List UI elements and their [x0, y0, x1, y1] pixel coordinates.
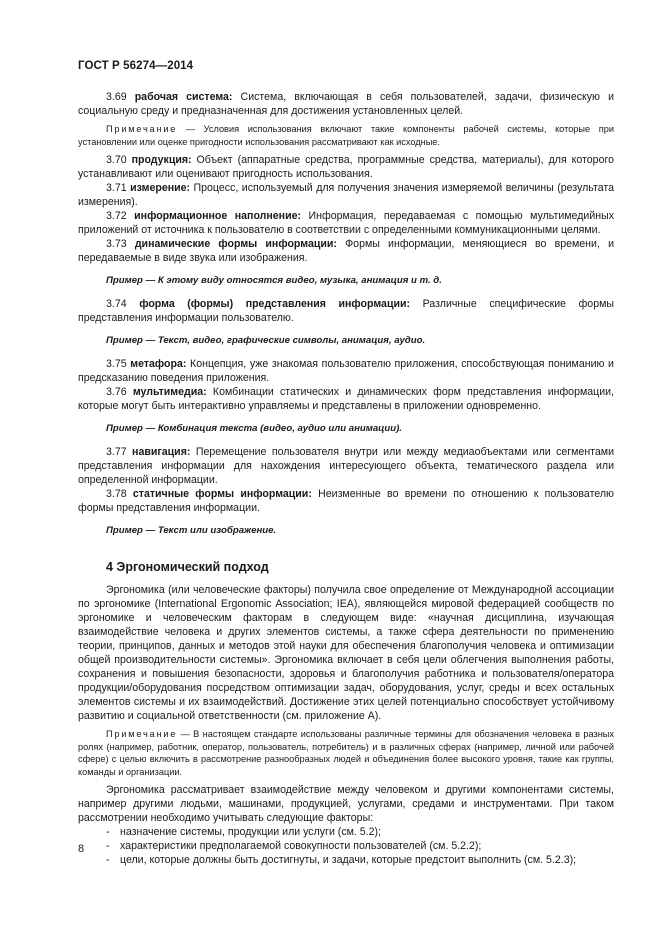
- term-name: навигация:: [132, 446, 191, 458]
- page-number: 8: [78, 843, 85, 855]
- term-name: динамические формы информации:: [134, 238, 337, 250]
- note-label: Примечание: [106, 124, 178, 134]
- term-3-71: [78, 181, 614, 209]
- list-dash: -: [106, 854, 110, 866]
- term-number: 3.77: [106, 446, 127, 458]
- note-2: Примечание — В настоящем стандарте использованы различные термины для обозначения человека в разных ролях (например, работник, оператор, пользователь, потребитель) и в различных сферах (например, личной или рабочей сфере) с целью включить в рассмотрение разнообразных людей и объединения более высокого уровня, такие как группы, команды и организации.: [78, 729, 614, 777]
- term-3-72: [78, 209, 614, 237]
- list-item: [78, 839, 614, 853]
- term-definition: Процесс, используемый для получения значения измеряемой величины (результата измерения).: [78, 182, 614, 208]
- term-definition: Неизменные во времени по отношению к пользователю формы представления информации.: [78, 488, 614, 514]
- term-3-76: [78, 385, 614, 413]
- example-4: Пример — Текст или изображение.: [106, 525, 277, 536]
- term-number: 3.73: [106, 238, 127, 250]
- term-name: мультимедиа:: [132, 386, 207, 398]
- term-3-73: [78, 237, 614, 265]
- term-3-74: [78, 297, 614, 325]
- term-definition: Различные специфические формы представления информации пользователю.: [78, 298, 614, 324]
- section-heading: 4 Эргономический подход: [106, 560, 269, 574]
- standard-header: ГОСТ Р 56274—2014: [78, 60, 194, 72]
- term-definition: Объект (аппаратные средства, программные средства, материалы), для которого устанавливают или оценивают пригодность использования.: [78, 154, 614, 180]
- note-1: Примечание — Условия использования включают такие компоненты рабочей системы, которые при установлении или оценке пригодности использования рассматривают как исходные.: [78, 124, 614, 147]
- list-item-text: характеристики предполагаемой совокупности пользователей (см. 5.2.2);: [120, 840, 482, 852]
- example-3: Пример — Комбинация текста (видео, аудио или анимации).: [106, 423, 402, 434]
- note-text: Условия использования включают такие компоненты рабочей системы, которые при установлении или оценке пригодности использования рассматривают как исходные.: [78, 124, 614, 147]
- example-1: Пример — К этому виду относятся видео, музыка, анимация и т. д.: [106, 275, 442, 286]
- term-name: метафора:: [130, 358, 187, 370]
- term-definition: Информация, передаваемая с помощью мультимедийных приложений от источника к пользователю в соответствии с определенными коммуникационными целями.: [78, 210, 614, 236]
- term-definition: Перемещение пользователя внутри или между медиаобъектами или сегментами представления информации для нахождения интересующего объекта, тематического раздела или определенной информации.: [78, 446, 614, 486]
- list-dash: -: [106, 840, 110, 852]
- term-name: форма (формы) представления информации:: [139, 298, 411, 310]
- term-number: 3.71: [106, 182, 127, 194]
- page-content: [78, 90, 614, 867]
- list-dash: -: [106, 826, 110, 838]
- term-3-69: [78, 90, 614, 118]
- term-definition: Система, включающая в себя пользователей, задачи, физическую и социальную среду и предназначенная для достижения установленных целей.: [78, 91, 614, 117]
- term-number: 3.76: [106, 386, 127, 398]
- term-number: 3.78: [106, 488, 127, 500]
- term-number: 3.69: [106, 91, 127, 103]
- note-label: Примечание: [106, 729, 178, 739]
- term-3-70: [78, 153, 614, 181]
- section-paragraph-1: Эргономика (или человеческие факторы) получила свое определение от Международной ассоциации по эргономике (International Ergonomic Association; IEA), являющейся мировой федерацией сообществ по эргономике и человеческим факторам в следующем виде: «научная дисциплина, изучающая взаимодействие человека и других элементов системы, а также сфера деятельности по применению теории, принципов, данных и методов этой науки для обеспечения благополучия человека и оптимизации общей производительности системы». Эргономика включает в себя цели облегчения выполнения работы, сохранения и повышения безопасности, здоровья и благополучия работника и пользователя/оператора продукции/оборудования посредством оптимизации задач, оборудования, услуг, среды и всех остальных элементов системы и их взаимодействий. Достижение этих целей потенциально способствует устойчивому развитию и социальной ответственности (см. приложение А).: [78, 584, 614, 722]
- term-definition: Концепция, уже знакомая пользователю приложения, способствующая пониманию и предсказанию поведения приложения.: [78, 358, 614, 384]
- term-name: измерение:: [130, 182, 191, 194]
- list-item: [78, 825, 614, 839]
- list-item-text: цели, которые должны быть достигнуты, и задачи, которые предстоит выполнить (см. 5.2.3);: [120, 854, 577, 866]
- term-name: статичные формы информации:: [132, 488, 312, 500]
- term-number: 3.74: [106, 298, 127, 310]
- term-number: 3.72: [106, 210, 127, 222]
- term-3-78: [78, 487, 614, 515]
- section-paragraph-2: Эргономика рассматривает взаимодействие между человеком и другими компонентами системы, например другими людьми, машинами, продукцией, услугами, средами и инструментами. При таком рассмотрении необходимо учитывать следующие факторы:: [78, 784, 614, 824]
- term-3-77: [78, 445, 614, 487]
- term-3-75: [78, 357, 614, 385]
- term-definition: Формы информации, меняющиеся во времени, и передаваемые в виде звука или изображения.: [78, 238, 615, 264]
- list-item-text: назначение системы, продукции или услуги (см. 5.2);: [120, 826, 381, 838]
- list-item: [78, 853, 614, 867]
- term-name: рабочая система:: [134, 91, 233, 103]
- example-2: Пример — Текст, видео, графические символы, анимация, аудио.: [106, 335, 426, 346]
- term-number: 3.70: [106, 154, 127, 166]
- term-name: продукция:: [131, 154, 192, 166]
- term-definition: Комбинации статических и динамических форм представления информации, которые могут быть интерактивно управляемы и представлены в приложении одновременно.: [78, 386, 614, 412]
- note-text: В настоящем стандарте использованы различные термины для обозначения человека в разных ролях (например, работник, оператор, пользователь, потребитель) и в различных сферах (например, личной или рабочей сфере) с целью включить в рассмотрение разнообразных людей и объединения более высокого уровня, такие как группы, команды и организации.: [78, 729, 614, 777]
- term-name: информационное наполнение:: [134, 210, 302, 222]
- term-number: 3.75: [106, 358, 127, 370]
